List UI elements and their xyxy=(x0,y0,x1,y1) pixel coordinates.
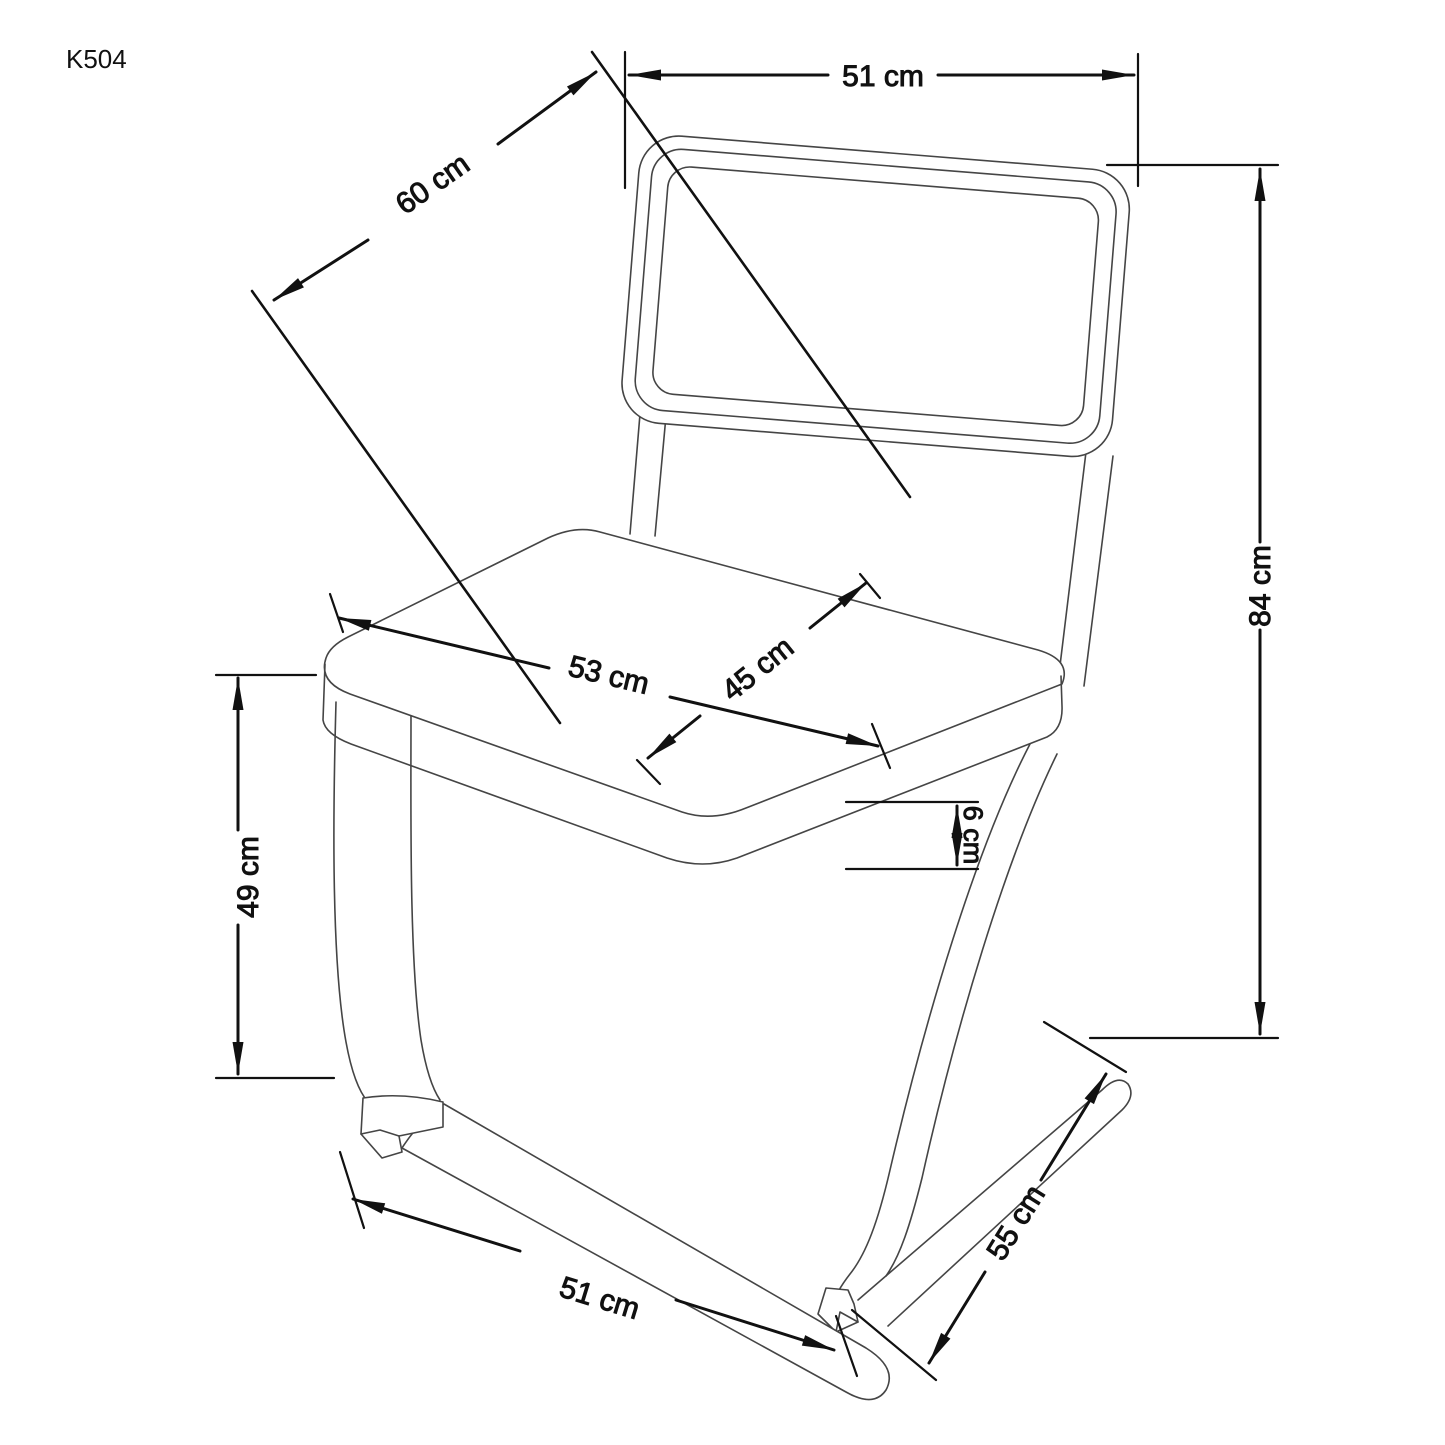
dim-label-seat-width: 53 cm xyxy=(565,649,653,702)
dim-label-backrest-width: 51 cm xyxy=(842,60,924,93)
chair-seat xyxy=(323,530,1064,864)
chair-left-riser-tube xyxy=(334,702,440,1102)
chair-backrest xyxy=(619,133,1133,460)
dim-base-depth xyxy=(852,1022,1126,1380)
dim-label-seat-thickness: 6 cm xyxy=(958,805,988,865)
chair-right-runner xyxy=(858,1080,1131,1326)
dim-label-seat-depth: 45 cm xyxy=(715,630,801,708)
dim-label-seat-height: 49 cm xyxy=(232,836,265,918)
product-code-label: K504 xyxy=(66,44,127,74)
dim-seat-height xyxy=(216,675,334,1078)
dim-label-overall-height: 84 cm xyxy=(1244,545,1277,627)
dim-label-base-depth: 55 cm xyxy=(980,1179,1052,1267)
dim-seat-thickness xyxy=(846,802,988,869)
chair-left-runner xyxy=(402,1104,889,1400)
dim-label-base-width: 51 cm xyxy=(555,1270,644,1327)
dim-label-backrest-diagonal: 60 cm xyxy=(389,147,476,222)
